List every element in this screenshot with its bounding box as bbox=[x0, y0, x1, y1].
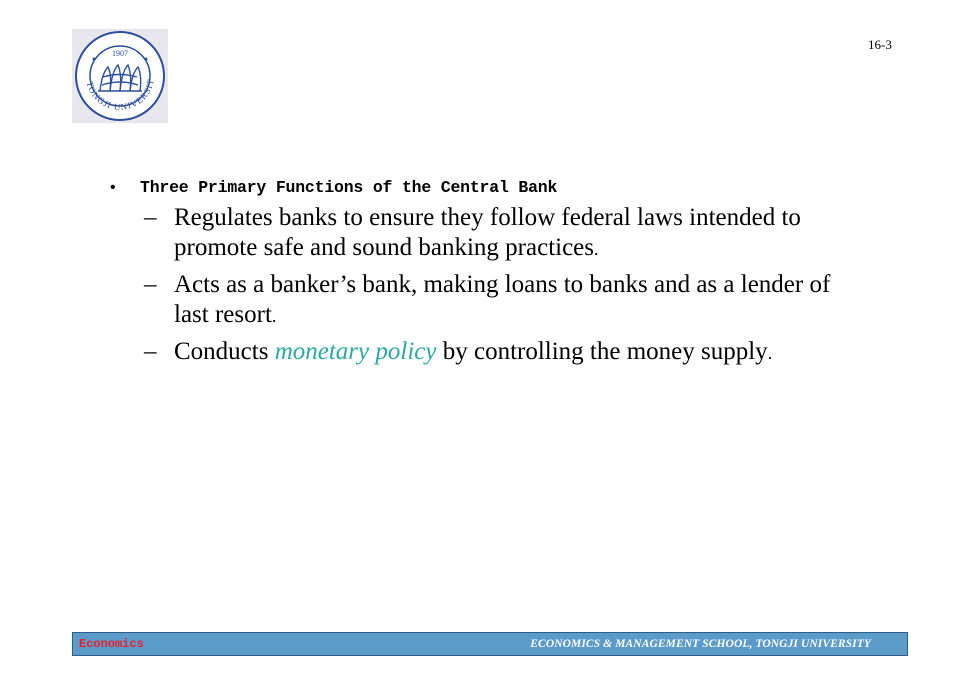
sub-bullet bbox=[144, 270, 910, 331]
sub-bullet-list bbox=[144, 203, 910, 368]
main-bullet-text: Three Primary Functions of the Central Bank bbox=[140, 178, 558, 197]
sub-bullet bbox=[144, 203, 910, 264]
slide-content bbox=[110, 178, 910, 374]
footer-course-label: Economics bbox=[79, 637, 144, 651]
sub-bullet-text-after: by controlling the money supply bbox=[436, 338, 768, 365]
logo-year: 1907 bbox=[112, 49, 128, 58]
footer-bar bbox=[72, 632, 908, 656]
highlighted-term: monetary policy bbox=[274, 338, 437, 365]
sub-bullet-end: . bbox=[271, 306, 277, 326]
logo-ring-text: TONGJI UNIVERSIT bbox=[84, 77, 156, 113]
sub-bullet-end: . bbox=[767, 343, 773, 363]
dash-icon: – bbox=[144, 338, 157, 365]
footer-school-label: ECONOMICS & MANAGEMENT SCHOOL, TONGJI UNIVERSITY bbox=[530, 638, 871, 650]
sub-bullet-text: Regulates banks to ensure they follow federal laws intended to promote safe and sound banking practices bbox=[174, 204, 801, 261]
bullet-dot-icon: • bbox=[110, 179, 116, 196]
university-logo bbox=[72, 29, 168, 123]
main-bullet bbox=[110, 178, 910, 197]
sub-bullet-text: Acts as a banker’s bank, making loans to banks and as a lender of last resort bbox=[174, 271, 831, 328]
dash-icon: – bbox=[144, 204, 157, 231]
sub-bullet bbox=[144, 337, 910, 368]
slide-number: 16-3 bbox=[868, 37, 892, 52]
sub-bullet-end: . bbox=[594, 239, 599, 259]
dash-icon: – bbox=[144, 271, 157, 298]
sub-bullet-text-before: Conducts bbox=[174, 338, 275, 365]
